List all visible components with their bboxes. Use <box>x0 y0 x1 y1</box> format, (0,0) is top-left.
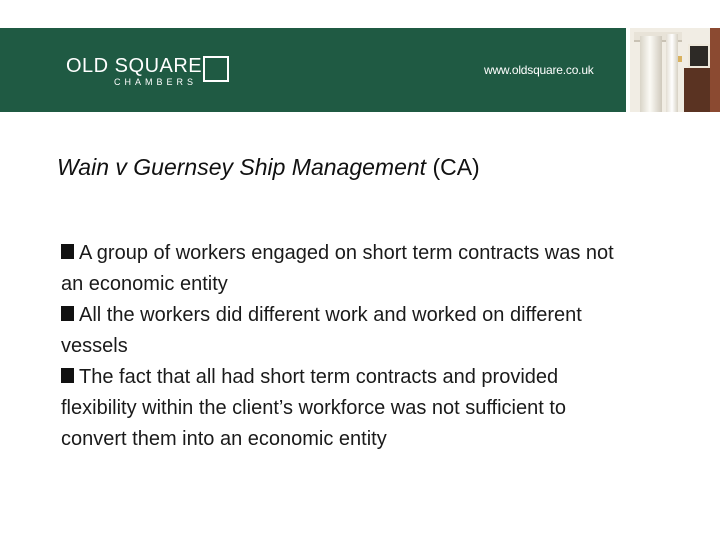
lamp <box>678 56 682 62</box>
column-right <box>666 34 678 112</box>
bullet-item <box>61 300 621 362</box>
old-square-chambers-logo <box>66 56 202 87</box>
square-bullet-icon <box>61 244 74 259</box>
bullet-text: A group of workers engaged on short term contracts was not an economic entity <box>61 242 614 295</box>
logo-square-icon <box>203 56 229 82</box>
website-url: www.oldsquare.co.uk <box>484 63 594 77</box>
photo-separator <box>626 28 630 112</box>
bullet-list <box>61 238 621 455</box>
brick-wall <box>710 28 720 112</box>
bullet-item <box>61 362 621 455</box>
bullet-text: The fact that all had short term contracts and provided flexibility within the client’s workforce was not sufficient to convert them into an economic entity <box>61 366 567 450</box>
column-left <box>640 36 662 112</box>
header-banner <box>0 28 720 112</box>
bullet-item <box>61 238 621 300</box>
building-photo <box>626 28 720 112</box>
square-bullet-icon <box>61 306 74 321</box>
court-label: (CA) <box>432 154 480 180</box>
case-name: Wain v Guernsey Ship Management <box>57 154 427 180</box>
logo-sub-text: CHAMBERS <box>114 77 198 87</box>
logo-main-text: OLD SQUARE <box>66 55 203 77</box>
bullet-text: All the workers did different work and worked on different vessels <box>61 304 582 357</box>
window <box>688 44 710 68</box>
door <box>684 68 710 112</box>
square-bullet-icon <box>61 368 74 383</box>
slide-title <box>57 154 480 181</box>
